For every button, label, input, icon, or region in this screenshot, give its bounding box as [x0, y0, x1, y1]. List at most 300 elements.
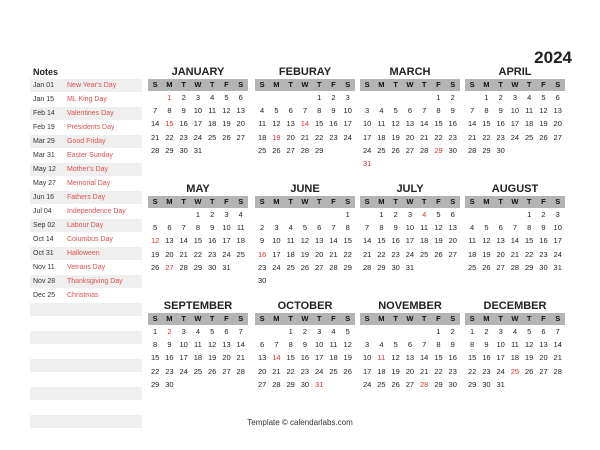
holiday-day-cell: 31 [362, 158, 372, 168]
day-cell: 21 [362, 249, 372, 259]
day-cell: 25 [236, 249, 245, 259]
day-cell [284, 274, 298, 287]
day-cell: 20 [222, 353, 231, 363]
day-cell: 20 [286, 132, 295, 142]
day-cell: 28 [236, 366, 245, 376]
week-row [148, 365, 248, 378]
day-cell [446, 157, 460, 170]
day-cell: 16 [300, 353, 310, 363]
week-row [465, 117, 565, 130]
weekday-label: T [181, 314, 186, 323]
notes-panel [30, 65, 142, 443]
month-september [148, 299, 248, 391]
weekday-label: S [259, 197, 265, 206]
day-cell: 5 [210, 327, 215, 336]
day-cell: 21 [553, 353, 562, 363]
weekday-label: F [331, 314, 336, 323]
weekday-label: W [511, 80, 519, 89]
note-date: Jan 01 [33, 82, 55, 89]
holiday-day-cell: 12 [150, 236, 160, 246]
day-cell [551, 378, 565, 391]
month-title: AUGUST [491, 183, 539, 195]
note-row [30, 401, 142, 415]
day-cell: 15 [286, 353, 295, 363]
weekday-label: S [238, 197, 244, 206]
month-july [360, 182, 460, 274]
day-cell [148, 91, 162, 104]
month-november [360, 299, 460, 391]
day-cell: 3 [365, 340, 370, 350]
week-row [465, 91, 565, 104]
day-cell: 10 [179, 340, 188, 350]
day-cell: 16 [448, 119, 457, 129]
day-cell: 8 [379, 223, 384, 233]
day-cell: 23 [329, 132, 338, 142]
note-row [30, 79, 142, 93]
day-cell: 28 [553, 366, 562, 376]
holiday-day-cell: 27 [165, 262, 174, 272]
day-cell [389, 325, 403, 338]
week-row [465, 261, 565, 274]
weekday-label: S [450, 314, 456, 323]
day-cell: 12 [208, 340, 217, 350]
day-cell: 11 [286, 236, 295, 246]
weekday-label: W [301, 197, 309, 206]
weekday-label: S [152, 80, 158, 89]
day-cell: 28 [329, 262, 338, 272]
note-row [30, 219, 142, 233]
day-cell: 23 [179, 132, 188, 142]
note-holiday-name: Columbus Day [67, 236, 113, 243]
day-cell: 14 [236, 340, 245, 350]
day-cell: 29 [165, 145, 174, 155]
weekday-label: T [421, 197, 427, 206]
day-cell: 14 [420, 119, 429, 129]
note-date: Oct 14 [33, 236, 54, 243]
day-cell: 15 [467, 353, 477, 363]
weekday-label: W [511, 197, 519, 206]
day-cell: 21 [300, 132, 310, 142]
day-cell [205, 378, 219, 391]
weekday-label: T [288, 80, 293, 89]
day-cell [205, 144, 219, 157]
day-cell [284, 91, 298, 104]
month-december [465, 299, 565, 391]
day-cell: 9 [393, 223, 398, 233]
note-row [30, 135, 142, 149]
day-cell: 13 [539, 340, 548, 350]
day-cell: 30 [165, 379, 174, 389]
day-cell: 23 [165, 366, 174, 376]
weekday-header [360, 196, 460, 208]
day-cell: 24 [315, 366, 324, 376]
weekday-label: S [469, 314, 475, 323]
day-cell: 29 [377, 262, 386, 272]
day-cell: 15 [150, 353, 160, 363]
weekday-label: T [209, 80, 215, 89]
day-cell [417, 157, 431, 170]
day-cell [494, 208, 508, 221]
day-cell [360, 325, 374, 338]
note-date [30, 429, 67, 442]
day-cell [312, 274, 326, 287]
day-cell: 24 [222, 249, 231, 259]
day-cell: 4 [379, 106, 384, 116]
weekday-header [255, 79, 355, 91]
note-row [30, 303, 142, 317]
day-cell: 12 [343, 340, 352, 350]
day-cell: 6 [224, 327, 229, 336]
week-row [255, 248, 355, 261]
holiday-day-cell: 4 [422, 210, 427, 219]
week-row [360, 234, 460, 247]
day-cell: 30 [482, 379, 491, 389]
day-cell: 27 [405, 379, 415, 389]
month-feburay [255, 65, 355, 157]
day-cell: 16 [448, 353, 457, 363]
day-cell: 25 [420, 249, 429, 259]
day-cell: 7 [238, 327, 243, 336]
day-cell: 18 [329, 353, 338, 363]
day-cell: 25 [286, 262, 295, 272]
day-cell: 18 [286, 249, 295, 259]
week-row [255, 338, 355, 351]
note-row [30, 345, 142, 359]
weekday-label: W [511, 314, 519, 323]
note-date [30, 317, 67, 330]
note-row [30, 107, 142, 121]
week-row [465, 248, 565, 261]
day-cell: 9 [450, 106, 455, 116]
note-row [30, 163, 142, 177]
day-cell: 2 [302, 327, 308, 336]
day-cell: 11 [511, 340, 519, 350]
weekday-label: S [364, 80, 370, 89]
day-cell: 10 [362, 119, 372, 129]
day-cell: 30 [257, 275, 267, 285]
day-cell: 9 [167, 340, 172, 350]
note-date: Mar 31 [33, 152, 55, 159]
day-cell: 8 [153, 340, 158, 350]
weekday-label: W [406, 80, 414, 89]
day-cell [417, 325, 431, 338]
weekday-label: F [224, 80, 229, 89]
day-cell: 12 [222, 106, 231, 116]
note-holiday-name: Christmas [67, 292, 99, 299]
note-holiday-name: Fathers Day [67, 194, 106, 201]
day-cell: 22 [150, 366, 160, 376]
note-row [30, 429, 142, 443]
day-cell: 27 [405, 145, 415, 155]
weekday-label: T [498, 80, 503, 89]
holiday-day-cell: 28 [420, 379, 429, 389]
weekday-label: S [152, 314, 158, 323]
weekday-label: M [273, 197, 280, 206]
day-cell: 2 [484, 327, 489, 336]
day-cell: 10 [510, 106, 520, 116]
day-cell: 7 [274, 340, 279, 350]
day-cell: 26 [434, 249, 443, 259]
note-row [30, 93, 142, 107]
weekday-label: M [378, 314, 385, 323]
weekday-label: W [406, 197, 414, 206]
day-cell: 28 [179, 262, 188, 272]
day-cell: 22 [377, 249, 386, 259]
day-cell: 29 [434, 379, 443, 389]
day-cell: 27 [286, 145, 295, 155]
week-row [360, 208, 460, 221]
holiday-day-cell: 29 [434, 145, 443, 155]
day-cell [374, 157, 388, 170]
day-cell: 11 [377, 119, 386, 129]
weekday-label: T [316, 197, 322, 206]
day-cell [389, 91, 403, 104]
day-cell: 26 [525, 366, 534, 376]
day-cell: 4 [288, 223, 293, 233]
week-row [148, 91, 248, 104]
day-cell: 3 [317, 327, 322, 336]
day-cell: 20 [257, 366, 267, 376]
day-cell: 10 [272, 236, 281, 246]
day-cell [374, 325, 388, 338]
weekday-label: S [555, 197, 561, 206]
month-title: MARCH [389, 66, 431, 78]
week-row [360, 157, 460, 170]
weekday-header [148, 79, 248, 91]
week-row [465, 325, 565, 338]
day-cell [219, 144, 233, 157]
day-cell: 12 [391, 353, 400, 363]
note-holiday-name: Presidents Day [67, 124, 115, 131]
weekday-label: S [555, 314, 561, 323]
weekday-label: T [209, 197, 215, 206]
day-cell: 13 [315, 236, 324, 246]
day-cell: 29 [193, 262, 203, 272]
note-row [30, 177, 142, 191]
note-date: Mar 29 [33, 138, 55, 145]
day-cell: 23 [448, 366, 457, 376]
day-cell: 17 [193, 119, 203, 129]
note-row [30, 317, 142, 331]
day-cell: 30 [300, 379, 310, 389]
week-row [465, 104, 565, 117]
day-cell: 21 [236, 353, 245, 363]
day-cell: 23 [482, 366, 491, 376]
day-cell: 4 [260, 106, 265, 116]
day-cell: 3 [181, 327, 186, 336]
week-row [255, 261, 355, 274]
weekday-label: S [238, 314, 244, 323]
day-cell: 3 [224, 210, 229, 219]
day-cell [446, 261, 460, 274]
day-cell: 20 [405, 132, 415, 142]
day-cell: 25 [257, 145, 267, 155]
day-cell: 16 [539, 236, 548, 246]
notes-header: Notes [33, 67, 59, 77]
day-cell: 15 [482, 119, 491, 129]
week-row [255, 325, 355, 338]
day-cell [234, 144, 248, 157]
day-cell: 19 [525, 353, 534, 363]
month-march [360, 65, 460, 170]
day-cell: 15 [434, 353, 443, 363]
day-cell: 19 [434, 236, 443, 246]
weekday-label: S [345, 80, 351, 89]
note-date [30, 387, 67, 400]
day-cell: 27 [448, 249, 457, 259]
day-cell: 24 [362, 145, 372, 155]
day-cell: 2 [181, 93, 186, 102]
weekday-label: T [393, 314, 398, 323]
note-date: May 27 [33, 180, 56, 187]
day-cell [522, 144, 536, 157]
day-cell: 20 [553, 119, 562, 129]
note-row [30, 359, 142, 373]
weekday-label: M [483, 314, 490, 323]
day-cell [341, 144, 355, 157]
day-cell: 3 [345, 93, 350, 102]
note-row [30, 275, 142, 289]
day-cell: 21 [150, 132, 160, 142]
day-cell [284, 208, 298, 221]
note-holiday-name: Mother's Day [67, 166, 109, 173]
note-date [30, 359, 67, 372]
day-cell: 31 [553, 262, 562, 272]
day-cell: 18 [377, 366, 386, 376]
holiday-day-cell: 19 [272, 132, 281, 142]
week-row [360, 117, 460, 130]
month-october [255, 299, 355, 391]
weekday-label: F [224, 314, 229, 323]
day-cell: 25 [193, 366, 203, 376]
month-april [465, 65, 565, 157]
day-cell: 8 [345, 223, 350, 233]
day-cell: 27 [257, 379, 267, 389]
weekday-label: F [541, 197, 546, 206]
day-cell: 4 [470, 223, 475, 233]
day-cell: 22 [525, 249, 534, 259]
day-cell: 24 [496, 366, 505, 376]
day-cell: 13 [222, 340, 231, 350]
note-holiday-name: Independence Day [67, 208, 126, 215]
note-holiday-name: Memorial Day [67, 180, 111, 187]
day-cell [326, 208, 340, 221]
day-cell: 30 [448, 145, 457, 155]
note-date: Jun 16 [33, 194, 55, 201]
day-cell: 30 [208, 262, 217, 272]
weekday-label: F [541, 314, 546, 323]
day-cell: 8 [317, 106, 322, 116]
day-cell: 19 [300, 249, 310, 259]
week-row [255, 221, 355, 234]
day-cell: 6 [498, 223, 503, 233]
day-cell: 21 [420, 132, 429, 142]
day-cell: 14 [510, 236, 520, 246]
day-cell: 6 [288, 106, 293, 116]
note-holiday-name: Valentines Day [67, 110, 114, 117]
day-cell: 11 [236, 223, 245, 233]
day-cell: 1 [317, 93, 322, 102]
day-cell [431, 157, 445, 170]
week-row [148, 325, 248, 338]
weekday-label: T [181, 197, 186, 206]
day-cell: 14 [179, 236, 188, 246]
day-cell: 30 [391, 262, 400, 272]
day-cell: 6 [555, 93, 560, 102]
day-cell: 20 [405, 366, 415, 376]
day-cell: 20 [165, 249, 174, 259]
day-cell: 28 [300, 145, 310, 155]
day-cell: 22 [434, 132, 443, 142]
day-cell: 26 [150, 262, 160, 272]
holiday-day-cell: 14 [300, 119, 310, 129]
day-cell: 6 [317, 223, 322, 233]
day-cell: 6 [450, 210, 455, 219]
day-cell: 8 [167, 106, 172, 116]
weekday-label: T [526, 197, 532, 206]
day-cell: 13 [405, 119, 415, 129]
day-cell: 17 [315, 353, 324, 363]
day-cell [374, 91, 388, 104]
day-cell: 12 [539, 106, 548, 116]
day-cell: 20 [315, 249, 324, 259]
weekday-label: S [450, 80, 456, 89]
day-cell: 21 [510, 249, 520, 259]
day-cell: 8 [436, 340, 441, 350]
day-cell: 17 [272, 249, 281, 259]
day-cell: 5 [153, 223, 158, 233]
week-row [148, 131, 248, 144]
day-cell: 17 [553, 236, 562, 246]
day-cell: 13 [165, 236, 174, 246]
day-cell [417, 261, 431, 274]
day-cell: 28 [362, 262, 372, 272]
day-cell: 27 [496, 262, 505, 272]
weekday-label: T [421, 80, 427, 89]
day-cell [341, 274, 355, 287]
day-cell: 2 [450, 93, 455, 102]
day-cell: 3 [498, 327, 503, 336]
day-cell [403, 91, 417, 104]
day-cell: 1 [153, 327, 158, 336]
note-date: Jul 04 [33, 208, 52, 215]
note-date [30, 303, 67, 316]
week-row [465, 378, 565, 391]
day-cell: 17 [405, 236, 415, 246]
week-row [465, 221, 565, 234]
day-cell: 4 [331, 327, 336, 336]
day-cell: 10 [362, 353, 372, 363]
holiday-day-cell: 15 [165, 119, 174, 129]
day-cell: 8 [195, 223, 201, 233]
notes-list [30, 79, 142, 443]
day-cell: 14 [467, 119, 477, 129]
day-cell [508, 208, 522, 221]
day-cell: 19 [343, 353, 352, 363]
year-title: 2024 [534, 48, 572, 67]
day-cell [298, 274, 312, 287]
weekday-header [465, 196, 565, 208]
day-cell: 17 [222, 236, 231, 246]
week-row [148, 338, 248, 351]
weekday-label: F [331, 197, 336, 206]
weekday-label: M [166, 80, 173, 89]
day-cell: 9 [450, 340, 455, 350]
note-date: May 12 [33, 166, 56, 173]
week-row [255, 234, 355, 247]
day-cell: 22 [315, 132, 324, 142]
day-cell: 4 [210, 93, 215, 102]
